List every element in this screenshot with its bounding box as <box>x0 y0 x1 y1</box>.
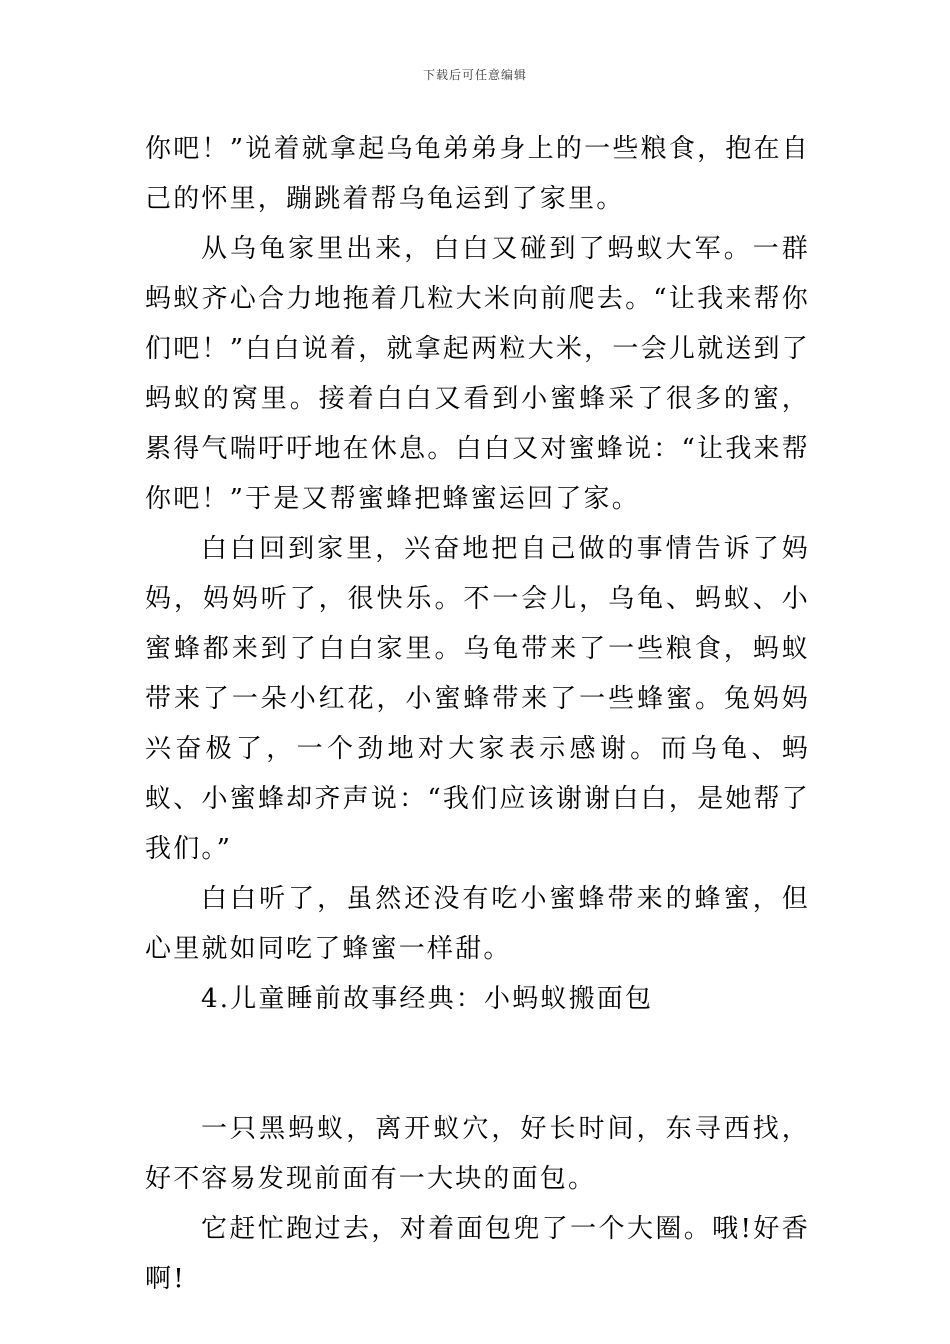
paragraph-3: 白白回到家里，兴奋地把自己做的事情告诉了妈妈，妈妈听了，很快乐。不一会儿，乌龟、蚂蚁、小蜜蜂都来到了白白家里。乌龟带来了一些粮食，蚂蚁带来了一朵小红花，小蜜蜂带来了一些蜂蜜。兔妈妈兴奋极了，一个劲地对大家表示感谢。而乌龟、蚂蚁、小蜜蜂却齐声说：“我们应该谢谢白白，是她帮了我们。” <box>145 534 810 864</box>
paragraph-5: 一只黑蚂蚁，离开蚁穴，好长时间，东寻西找，好不容易发现前面有一大块的面包。 <box>145 1114 810 1194</box>
blank-gap <box>145 1024 810 1104</box>
paragraph-4: 白白听了，虽然还没有吃小蜜蜂带来的蜂蜜，但心里就如同吃了蜂蜜一样甜。 <box>145 884 810 964</box>
page-header: 下载后可任意编辑 <box>422 68 527 82</box>
document-body <box>145 124 810 1304</box>
paragraph-2: 从乌龟家里出来，白白又碰到了蚂蚁大军。一群蚂蚁齐心合力地拖着几粒大米向前爬去。“让我来帮你们吧！”白白说着，就拿起两粒大米，一会儿就送到了蚂蚁的窝里。接着白白又看到小蜜蜂采了很多的蜜，累得气喘吁吁地在休息。白白又对蜜蜂说：“让我来帮你吧！”于是又帮蜜蜂把蜂蜜运回了家。 <box>145 234 810 514</box>
paragraph-6: 它赶忙跑过去，对着面包兜了一个大圈。哦!好香啊! <box>145 1214 810 1294</box>
paragraph-1: 你吧！”说着就拿起乌龟弟弟身上的一些粮食，抱在自己的怀里，蹦跳着帮乌龟运到了家里。 <box>145 134 810 214</box>
section-heading: 4.儿童睡前故事经典：小蚂蚁搬面包 <box>201 984 654 1014</box>
